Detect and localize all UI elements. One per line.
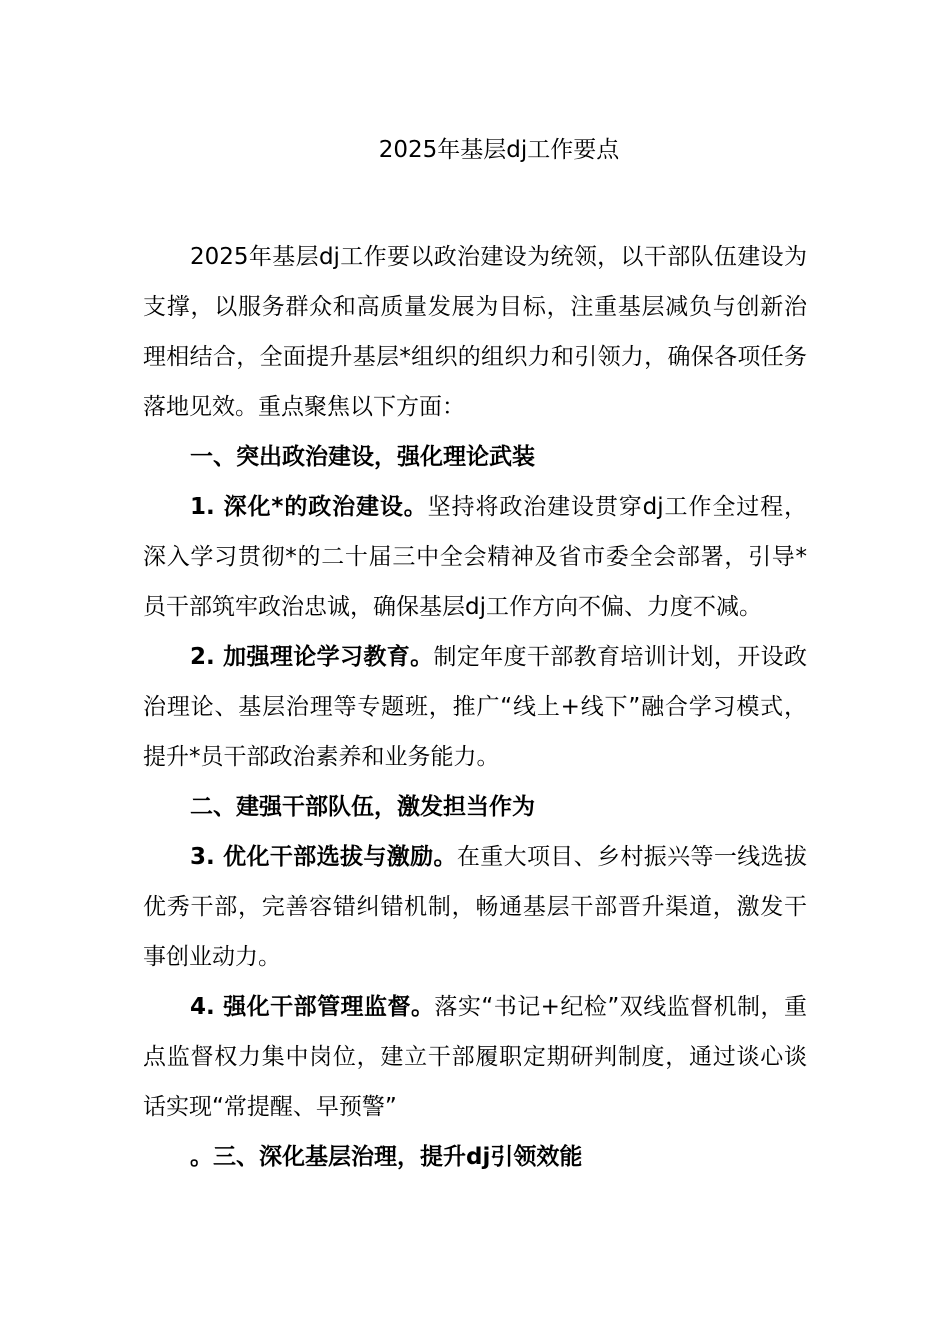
document-title: 2025年基层dj工作要点 xyxy=(378,137,620,163)
item-paragraph-4 xyxy=(143,982,807,1132)
item-text-3: 在重大项目、乡村振兴等一线选拔优秀干部，完善容错纠错机制，畅通基层干部晋升渠道，激发干事创业动力。 xyxy=(143,844,808,970)
item-paragraph-3 xyxy=(143,832,807,982)
item-text-4: 落实“书记+纪检”双线监督机制，重点监督权力集中岗位，建立干部履职定期研判制度，通过谈心谈话实现“常提醒、早预警” xyxy=(143,994,807,1120)
item-lead-1: 1. 深化*的政治建设。 xyxy=(190,494,428,520)
document-body xyxy=(143,232,807,1182)
item-lead-4: 4. 强化干部管理监督。 xyxy=(190,994,435,1020)
item-text-2: 制定年度干部教育培训计划，开设政治理论、基层治理等专题班，推广“线上+线下”融合学习模式，提升*员干部政治素养和业务能力。 xyxy=(143,644,808,770)
item-paragraph-1 xyxy=(143,482,807,632)
section-heading-1: 一、突出政治建设，强化理论武装 xyxy=(190,444,535,470)
section-heading-3: 。三、深化基层治理，提升dj引领效能 xyxy=(190,1144,583,1170)
item-lead-2: 2. 加强理论学习教育。 xyxy=(190,644,434,670)
item-text-1: 坚持将政治建设贯穿dj工作全过程，深入学习贯彻*的二十届三中全会精神及省市委全会部署，引导*员干部筑牢政治忠诚，确保基层dj工作方向不偏、力度不减。 xyxy=(143,494,807,620)
item-paragraph-2 xyxy=(143,632,807,782)
section-heading-2: 二、建强干部队伍，激发担当作为 xyxy=(190,794,535,820)
item-lead-3: 3. 优化干部选拔与激励。 xyxy=(190,844,457,870)
intro-paragraph: 2025年基层dj工作要以政治建设为统领，以干部队伍建设为支撑，以服务群众和高质量发展为目标，注重基层减负与创新治理相结合，全面提升基层*组织的组织力和引领力，确保各项任务落地见效。重点聚焦以下方面： xyxy=(143,244,807,420)
